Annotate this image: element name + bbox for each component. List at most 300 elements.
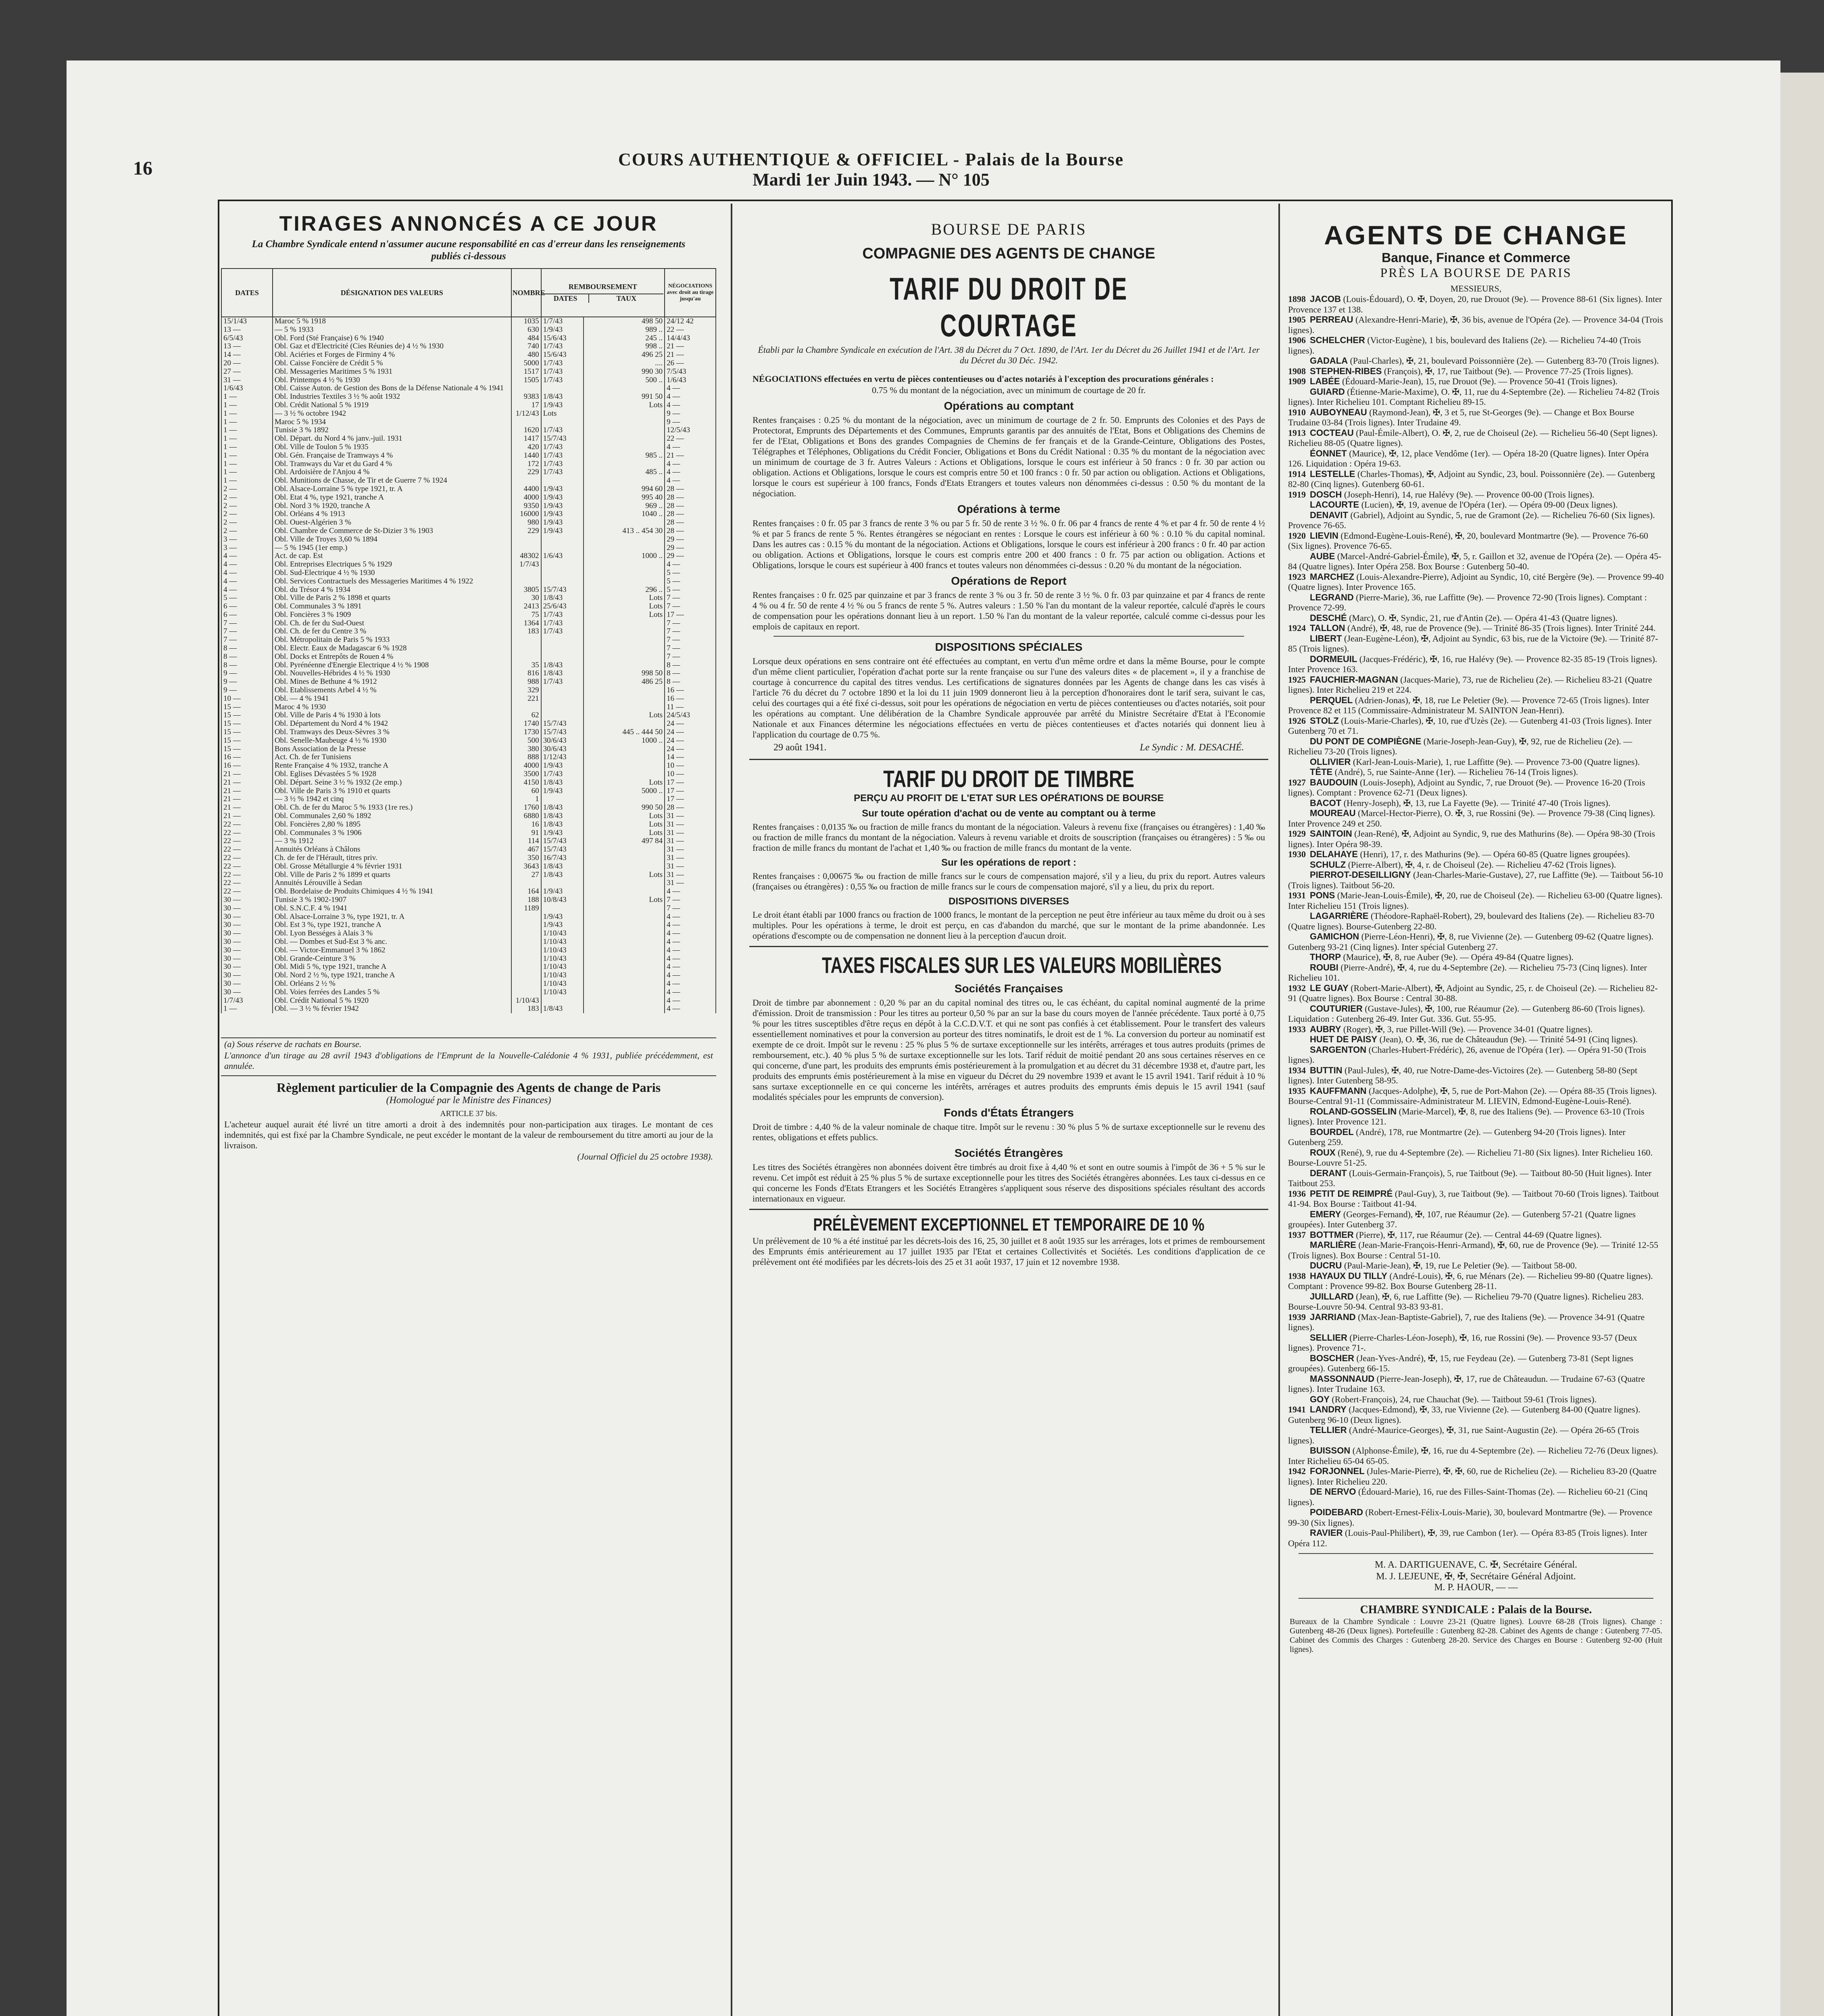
table-cell: 15/6/43 — [541, 334, 584, 343]
table-cell: Obl. Nouvelles-Hébrides 4 ½ % 1930 — [273, 669, 511, 678]
agent-entry — [1288, 489, 1664, 500]
agent-detail: (Édouard-Marie-Jean), 15, rue Drouot (9e). — Provence 50-41 (Trois lignes). — [1342, 376, 1618, 386]
table-cell: 4 — — [221, 560, 273, 569]
table-cell: — 3 ½ % 1942 et cinq — [273, 795, 511, 804]
table-cell: 4000 — [511, 494, 541, 502]
agent-name: OLLIVIER — [1310, 756, 1351, 767]
table-cell: 22 — — [665, 435, 716, 443]
agent-entry — [1288, 376, 1664, 387]
table-cell: 1/10/43 — [541, 946, 584, 955]
table-cell: 4 — — [221, 552, 273, 560]
table-cell: Obl. Eglises Dévastées 5 % 1928 — [273, 770, 511, 779]
table-cell — [541, 686, 584, 695]
table-row — [221, 653, 716, 661]
table-row — [221, 980, 716, 988]
table-cell: Obl. Orléans 2 ½ % — [273, 980, 511, 988]
table-cell: Lots — [584, 602, 665, 611]
table-cell — [511, 636, 541, 644]
table-row — [221, 871, 716, 879]
table-cell: 11 — — [665, 703, 716, 712]
table-cell — [541, 711, 584, 720]
table-row — [221, 460, 716, 469]
table-cell: 31 — — [665, 862, 716, 871]
table-cell: 1517 — [511, 368, 541, 376]
agent-detail: (Gabriel), Adjoint au Syndic, 5, rue de Gramont (2e). — Richelieu 76-60 (Six lignes). Provence 76-65. — [1288, 510, 1655, 530]
table-cell: 9 — — [221, 669, 273, 678]
agent-year: 1939 — [1288, 1312, 1306, 1322]
agent-entry — [1288, 366, 1664, 377]
table-cell: 1/7/43 — [511, 560, 541, 569]
table-cell: 7/5/43 — [665, 368, 716, 376]
table-cell — [584, 795, 665, 804]
timbre-diverses-title: DISPOSITIONS DIVERSES — [948, 896, 1069, 907]
agent-name: TELLIER — [1310, 1425, 1347, 1435]
table-cell — [584, 946, 665, 955]
col-header-dates: DATES — [221, 269, 273, 317]
agent-detail: (Marie-Marcel), ✠, 8, rue des Italiens (9e). — Provence 63-10 (Trois lignes). Inter Provence 121. — [1288, 1106, 1645, 1127]
table-cell: 4 — — [665, 971, 716, 980]
table-cell: 4 — — [665, 980, 716, 988]
table-row — [221, 946, 716, 955]
agent-name: SCHULZ — [1310, 859, 1346, 870]
table-cell: Obl. Ville de Troyes 3,60 % 1894 — [273, 535, 511, 544]
agent-detail: (Maurice), ✠, 8, rue Auber (9e). — Opéra 49-84 (Quatre lignes). — [1343, 952, 1574, 962]
table-cell — [511, 938, 541, 946]
agent-entry — [1288, 1065, 1664, 1086]
agent-entry — [1288, 1189, 1664, 1209]
table-cell — [584, 686, 665, 695]
agent-entry — [1288, 829, 1664, 849]
agent-name: LAGARRIÈRE — [1310, 911, 1369, 921]
speciales-text: Lorsque deux opérations en sens contraire ont été effectuées au comptant, en vertu d'un même ordre et dans la même Bourse, pour le compte d'un même client particulier, l'opération d'achat porte sur la rente française ou sur l'une des valeurs dites « de placement », il y a franchise de courtage à concurrence du capital des titres vendus. Les certifications de signatures données par les Agents de change dans les cas visés à l'article 76 du décret du 7 octobre 1890 et la loi du 11 juin 1909 donneront lieu à la perception d'honoraires dont le tarif sera, suivant le cas, celui des courtages qui a été fixé ci-dessus, soit pour les opérations de négociation en vertu de pièces contentieuses ou d'actes notariés, soit pour les opérations au comptant. Une délibération de la Chambre Syndicale approuvée par arrêté du Ministre Secrétaire d'Etat à l'Economie Nationale et aux Finances détermine les négociations effectuées en vertu de pièces contentieuses et d'actes notariés qui donnent lieu à l'application du courtage de 0.75 %. — [753, 656, 1265, 739]
agent-year: 1936 — [1288, 1188, 1306, 1199]
table-cell — [584, 569, 665, 577]
table-row — [221, 971, 716, 980]
table-cell — [511, 418, 541, 427]
table-cell: Lots — [584, 896, 665, 904]
table-cell: Obl. Ch. de fer du Sud-Ouest — [273, 619, 511, 628]
tirages-subtitle: La Chambre Syndicale entend n'assumer aucune responsabilité en cas d'erreur dans les renseignements publiés ci-dessous — [252, 239, 686, 262]
report-title: Opérations de Report — [951, 575, 1067, 587]
table-cell: 24 — — [665, 745, 716, 754]
agent-name: PONS — [1310, 890, 1335, 900]
table-cell — [541, 879, 584, 887]
table-row — [221, 376, 716, 385]
table-cell: Obl. Tramways du Var et du Gard 4 % — [273, 460, 511, 469]
table-row — [221, 963, 716, 971]
table-cell: 8 — — [221, 644, 273, 653]
agent-entry — [1288, 1240, 1664, 1260]
table-row — [221, 594, 716, 602]
table-row — [221, 997, 716, 1005]
table-cell: 21 — — [221, 787, 273, 796]
table-row — [221, 854, 716, 862]
timbre-report-text: Rentes françaises : 0,00675 ‰ ou fraction de mille francs sur le cours de compensation majoré, s'il y a lieu, du prix du report. Autres valeurs (françaises ou étrangères) : 0,55 ‰ ou fraction de mille francs sur le cours de compensation majoré, s'il y a lieu, du prix du report. — [753, 871, 1265, 891]
agent-entry — [1288, 428, 1664, 448]
table-cell: 16/7/43 — [541, 854, 584, 862]
table-cell: 1000 .. — [584, 737, 665, 745]
agent-year: 1898 — [1288, 294, 1306, 304]
table-cell: 17 — — [665, 787, 716, 796]
table-cell: 1 — — [221, 443, 273, 452]
courtage-negociations-rate: 0.75 % du montant de la négociation, avec un minimum de courtage de 20 fr. — [872, 385, 1146, 395]
table-cell: 4 — — [665, 1005, 716, 1013]
agent-name: POIDEBARD — [1310, 1507, 1363, 1517]
table-cell: Tunisie 3 % 1902-1907 — [273, 896, 511, 904]
agent-entry — [1288, 931, 1664, 952]
table-cell: 985 .. — [584, 452, 665, 460]
agent-detail: (Étienne-Marie-Maxime), O. ✠, 11, rue du 4-Septembre (2e). — Richelieu 74-82 (Trois lignes). Inter Richelieu 101. Comptant Richelieu 89-15. — [1288, 386, 1659, 407]
table-cell — [541, 636, 584, 644]
agent-name: THORP — [1310, 952, 1341, 962]
table-cell: 8 — — [221, 653, 273, 661]
table-cell: 1/8/43 — [541, 779, 584, 787]
table-cell — [511, 644, 541, 653]
table-cell: Obl. Gaz et d'Electricité (Cies Réunies de) 4 ½ % 1930 — [273, 342, 511, 351]
table-cell: 7 — — [665, 602, 716, 611]
table-cell — [511, 703, 541, 712]
table-cell: Lots — [541, 410, 584, 418]
table-cell: 5 — — [665, 577, 716, 586]
table-cell: 4 — — [665, 963, 716, 971]
table-cell: 1/8/43 — [541, 821, 584, 829]
agent-detail: (Jacques-Adolphe), ✠, 5, rue de Port-Mahon (2e). — Opéra 88-35 (Trois lignes). Bourse-Central 91-11 (Commissaire-Administrateur M. LIEVIN, Edmond-Eugène-Louis-René). — [1288, 1085, 1657, 1106]
table-cell — [541, 384, 584, 393]
table-cell: 15 — — [221, 703, 273, 712]
agent-entry — [1288, 1394, 1664, 1405]
timbre-diverses-text: Le droit étant établi par 1000 francs ou fraction de 1000 francs, le montant de la perception ne peut être inférieur au taux même du droit ou à ses multiples. Pour les opérations à terme, le droit est perçu, en cas d'abandon du marché, que sur le montant de la prime abandonnée. Les opérations d'escompte ou de compensation ne donnent lieu à la perception d'aucun droit. — [753, 910, 1265, 941]
table-row — [221, 535, 716, 544]
agent-name: GADALA — [1310, 356, 1348, 366]
table-cell: 740 — [511, 342, 541, 351]
table-cell: 5 — — [665, 586, 716, 594]
agent-detail: (André-Louis), ✠, 6, rue Ménars (2e). — Richelieu 99-80 (Quatre lignes). Comptant : Provence 99-82. Box Bourse Gutenberg 28-11. — [1288, 1270, 1653, 1291]
agent-detail: (Paul-Guy), 3, rue Taitbout (9e). — Taitbout 70-60 (Trois lignes). Taitbout 41-94. Box Bourse : Taitbout 41-94. — [1288, 1188, 1659, 1209]
terme-title: Opérations à terme — [957, 503, 1061, 515]
agent-detail: (Jean-Eugène-Léon), ✠, Adjoint au Syndic, 63 bis, rue de la Victoire (9e). — Trinité 87-85 (Trois lignes). — [1288, 633, 1658, 654]
table-cell — [511, 971, 541, 980]
agent-year: 1934 — [1288, 1065, 1306, 1075]
next-page-edge — [1780, 73, 1824, 2016]
table-cell — [584, 854, 665, 862]
table-cell: 4 — — [665, 921, 716, 929]
agent-year: 1935 — [1288, 1085, 1306, 1096]
agent-detail: (Louis-Marie-Charles), ✠, 10, rue d'Uzès (2e). — Gutenberg 41-03 (Trois lignes). Inter Gutenberg 70 et 71. — [1288, 715, 1652, 736]
agent-detail: (Robert-Ernest-Félix-Louis-Marie), 30, boulevard Montmartre (9e). — Provence 99-30 (Six lignes). — [1288, 1507, 1653, 1528]
agent-detail: (Pierre-Albert), ✠, 4, r. de Choiseul (2e). — Richelieu 47-62 (Trois lignes). — [1348, 859, 1616, 870]
courtage-kicker: BOURSE DE PARIS — [931, 220, 1087, 238]
table-cell — [584, 636, 665, 644]
agent-name: MASSONNAUD — [1310, 1373, 1375, 1384]
table-cell: 1440 — [511, 452, 541, 460]
agent-detail: (Édouard-Marie), 16, rue des Filles-Saint-Thomas (2e). — Richelieu 60-21 (Cinq lignes). — [1288, 1487, 1648, 1507]
timbre-comptant-title: Sur toute opération d'achat ou de vente au comptant ou à terme — [862, 808, 1156, 819]
table-cell: 31 — — [665, 812, 716, 821]
table-cell: 1/9/43 — [541, 519, 584, 527]
table-cell: 1/8/43 — [541, 594, 584, 602]
agent-entry — [1288, 1312, 1664, 1333]
table-cell: 24 — — [665, 737, 716, 745]
timbre-comptant-text: Rentes françaises : 0,0135 ‰ ou fraction de mille francs du montant de la négociation. Valeurs à revenu fixe (françaises ou étrangères) : 1,40 ‰ ou fraction de mille francs du montant de la négociation. Valeurs à revenu variable et droits de souscription (françaises ou étrangères) : 5 ‰ ou fraction de mille francs du montant de l'achat et 1,40 ‰ ou fraction de mille francs du montant de la vente. — [753, 822, 1265, 853]
table-cell: 380 — [511, 745, 541, 754]
speciales-title: DISPOSITIONS SPÉCIALES — [935, 641, 1083, 653]
table-cell: 1 — — [221, 452, 273, 460]
table-cell: 15 — — [221, 711, 273, 720]
table-cell: 31 — — [665, 829, 716, 837]
table-cell: 27 — — [221, 368, 273, 376]
table-cell: 16000 — [511, 510, 541, 519]
agent-detail: (Paul-Émile-Albert), O. ✠, 2, rue de Choiseul (2e). — Richelieu 56-40 (Sept lignes). Richelieu 88-05 (Quatre lignes). — [1288, 427, 1658, 448]
table-cell: 3643 — [511, 862, 541, 871]
officer-line: M. P. HAOUR, — — — [1434, 1582, 1518, 1593]
table-row — [221, 686, 716, 695]
table-cell: 6880 — [511, 812, 541, 821]
table-cell: 1/10/43 — [511, 997, 541, 1005]
agent-year: 1927 — [1288, 777, 1306, 787]
table-cell: 30 — — [221, 929, 273, 938]
agents-title: AGENTS DE CHANGE — [1324, 220, 1628, 250]
agent-year: 1905 — [1288, 314, 1306, 325]
report-text: Rentes françaises : 0 fr. 025 par quinzaine et par 3 francs de rente 3 % ou 3 fr. 50 de rente 3 ½ %. 0 fr. 03 par quinzaine et par 4 francs de rente 4 % ou 4 fr. 50 de rente 4 ½ % ou 5 francs de rente 5 %. Autres valeurs : 1.50 % l'an du montant de la valeur reportée, calculé d'après le cours de compensation pour les opérations donnant lieu à un report. 1.50 % l'an du montant de la valeur reportée, calculé comme ci-dessus pour les emplois de capitaux en report. — [753, 590, 1265, 631]
table-cell — [584, 988, 665, 997]
table-cell — [541, 577, 584, 586]
table-cell: 1/9/43 — [541, 887, 584, 896]
table-cell: Obl. Entreprises Electriques 5 % 1929 — [273, 560, 511, 569]
table-cell: 7 — — [665, 653, 716, 661]
table-cell: 17 — [511, 401, 541, 410]
table-cell — [541, 795, 584, 804]
table-cell: Obl. Foncières 3 % 1909 — [273, 611, 511, 619]
table-cell: Obl. Ch. de fer du Maroc 5 % 1933 (1re res.) — [273, 804, 511, 812]
agent-entry — [1288, 1230, 1664, 1240]
table-cell: 17 — — [665, 611, 716, 619]
table-cell: Obl. Aciéries et Forges de Firminy 4 % — [273, 351, 511, 359]
table-cell: 5000 — [511, 359, 541, 368]
table-cell: 1 — [511, 795, 541, 804]
agent-detail: (Marie-Joseph-Jean-Guy), ✠, 92, rue de Richelieu (2e). — Richelieu 73-20 (Trois lignes). — [1288, 736, 1632, 756]
table-cell: 22 — — [221, 879, 273, 887]
agent-entry — [1288, 777, 1664, 798]
table-cell — [584, 443, 665, 452]
table-cell: 7 — — [665, 904, 716, 913]
table-cell — [584, 661, 665, 670]
table-cell: 4 — — [665, 929, 716, 938]
table-cell: 28 — — [665, 494, 716, 502]
table-cell: 30 — — [221, 921, 273, 929]
header-title: COURS AUTHENTIQUE & OFFICIEL - Palais de la Bourse — [618, 150, 1124, 169]
agent-detail: (Jacques-Frédéric), ✠, 16, rue Halévy (9e). — Provence 82-35 85-19 (Trois lignes). Inter Provence 163. — [1288, 654, 1657, 674]
table-cell: 1/9/43 — [541, 787, 584, 796]
agent-year: 1906 — [1288, 335, 1306, 345]
table-cell: 10 — — [665, 762, 716, 770]
agent-name: DENAVIT — [1310, 510, 1348, 520]
table-cell: 6 — — [221, 611, 273, 619]
table-cell — [584, 997, 665, 1005]
table-cell: 164 — [511, 887, 541, 896]
table-cell: 21 — — [221, 770, 273, 779]
agent-entry — [1288, 314, 1664, 335]
table-row — [221, 887, 716, 896]
table-cell: 1 — — [221, 426, 273, 435]
agent-year: 1920 — [1288, 530, 1306, 541]
table-cell — [541, 653, 584, 661]
table-cell: 7 — — [665, 619, 716, 628]
table-cell: 21 — — [221, 804, 273, 812]
table-cell: 75 — [511, 611, 541, 619]
table-cell: 1/7/43 — [541, 368, 584, 376]
table-cell: Obl. Ch. de fer du Centre 3 % — [273, 627, 511, 636]
table-row — [221, 443, 716, 452]
table-cell: Obl. Sud-Electrique 4 ½ % 1930 — [273, 569, 511, 577]
agent-entry — [1288, 1404, 1664, 1425]
officer-line: M. A. DARTIGUENAVE, C. ✠, Secrétaire Général. — [1374, 1560, 1578, 1570]
table-cell: 15/7/43 — [541, 720, 584, 728]
table-row — [221, 384, 716, 393]
table-cell: 1/12/43 — [541, 753, 584, 762]
table-cell: 1730 — [511, 728, 541, 737]
agent-detail: (Georges-Fernand), ✠, 107, rue Réaumur (2e). — Gutenberg 57-21 (Quatre lignes groupées). Inter Gutenberg 37. — [1288, 1209, 1636, 1229]
reglement-article: ARTICLE 37 bis. — [440, 1109, 497, 1118]
agents-list — [1286, 294, 1666, 1548]
table-cell: 15 — — [221, 745, 273, 754]
agent-name: TALLON — [1310, 623, 1345, 633]
table-cell: Maroc 5 % 1934 — [273, 418, 511, 427]
agent-detail: (François), ✠, 17, rue Taitbout (9e). — Provence 77-25 (Trois lignes). — [1384, 366, 1633, 376]
table-cell: 22 — — [665, 326, 716, 334]
taxes-fr-title: Sociétés Françaises — [954, 982, 1063, 995]
agent-detail: (Jacques-Marie), 73, rue de Richelieu (2e). — Richelieu 83-21 (Quatre lignes). Inter Richelieu 219 et 224. — [1288, 674, 1652, 695]
table-cell — [584, 477, 665, 485]
table-cell: 8 — — [665, 678, 716, 686]
table-cell: 31 — — [665, 837, 716, 846]
table-cell: Obl. Métropolitain de Paris 5 % 1933 — [273, 636, 511, 644]
table-cell — [584, 879, 665, 887]
table-cell — [584, 519, 665, 527]
agent-entry — [1288, 592, 1664, 613]
agent-name: DESCHÉ — [1310, 612, 1347, 623]
table-cell: 229 — [511, 468, 541, 477]
table-cell: Obl. Crédit National 5 % 1919 — [273, 401, 511, 410]
table-cell: 1/7/43 — [541, 452, 584, 460]
table-cell: 28 — — [665, 527, 716, 535]
agent-name: AUBOYNEAU — [1310, 407, 1367, 417]
table-cell: 24 — — [665, 720, 716, 728]
table-cell: 15/7/43 — [541, 846, 584, 854]
table-cell: 1/7/43 — [541, 678, 584, 686]
table-cell: 1417 — [511, 435, 541, 443]
table-cell: 1040 .. — [584, 510, 665, 519]
table-row — [221, 711, 716, 720]
table-cell: 15/1/43 — [221, 317, 273, 326]
table-cell: 21 — — [221, 779, 273, 787]
agent-detail: (Pierre-Charles-Léon-Joseph), ✠, 16, rue Rossini (9e). — Provence 93-57 (Deux lignes). Provence 71-. — [1288, 1332, 1637, 1353]
table-cell: 29 — — [665, 552, 716, 560]
agent-detail: (Jean-Yves-André), ✠, 15, rue Feydeau (2e). — Gutenberg 73-81 (Sept lignes groupées). Gutenberg 66-15. — [1288, 1353, 1634, 1373]
table-cell — [584, 1005, 665, 1013]
table-cell: 21 — — [665, 351, 716, 359]
table-cell: 9 — — [665, 418, 716, 427]
table-cell: 9383 — [511, 393, 541, 401]
agent-name: SELLIER — [1310, 1332, 1347, 1343]
table-cell: 114 — [511, 837, 541, 846]
table-cell: 28 — — [665, 519, 716, 527]
table-cell: 22 — — [221, 862, 273, 871]
table-cell: 1/8/43 — [541, 812, 584, 821]
table-cell: Obl. du Trésor 4 % 1934 — [273, 586, 511, 594]
table-cell: Maroc 4 % 1930 — [273, 703, 511, 712]
agent-year: 1932 — [1288, 983, 1306, 993]
table-cell: 1000 .. — [584, 552, 665, 560]
tirages-column — [221, 204, 716, 2016]
agent-entry — [1288, 613, 1664, 623]
agent-detail: (Edmond-Eugène-Louis-René), ✠, 20, boulevard Montmartre (9e). — Provence 76-60 (Six lignes). Provence 76-65. — [1288, 530, 1648, 551]
table-row — [221, 812, 716, 821]
reglement-text: L'acheteur auquel aurait été livré un titre amorti a droit à des indemnités pour non-participation aux tirages. Le montant de ces indemnités, qui est fixé par la Chambre Syndicale, ne peut excéder le montant de la valeur de remboursement du titre amorti au jour de la livraison. — [224, 1119, 713, 1151]
agent-entry — [1288, 387, 1664, 407]
agent-year: 1933 — [1288, 1024, 1306, 1034]
table-cell — [511, 544, 541, 552]
table-cell: 9 — — [221, 678, 273, 686]
agent-detail: (Pierre-Marie), 36, rue Laffitte (9e). — Provence 72-90 (Trois lignes). Comptant : Provence 72-99. — [1288, 592, 1647, 612]
agent-year: 1913 — [1288, 427, 1306, 438]
table-row — [221, 846, 716, 854]
table-cell: 15 — — [221, 728, 273, 737]
table-row — [221, 795, 716, 804]
agent-name: DUCRU — [1310, 1260, 1342, 1270]
table-cell: Obl. Ford (Sté Française) 6 % 1940 — [273, 334, 511, 343]
table-cell — [541, 997, 584, 1005]
table-cell: 188 — [511, 896, 541, 904]
table-cell: 1/8/43 — [541, 661, 584, 670]
table-cell: Act. de cap. Est — [273, 552, 511, 560]
agent-entry — [1288, 1148, 1664, 1168]
tirages-note-a: (a) Sous réserve de rachats en Bourse. — [224, 1039, 362, 1050]
table-row — [221, 519, 716, 527]
table-row — [221, 753, 716, 762]
table-cell: 485 .. — [584, 468, 665, 477]
table-row — [221, 410, 716, 418]
table-cell — [541, 904, 584, 913]
agent-year: 1910 — [1288, 407, 1306, 417]
table-cell: 991 50 — [584, 393, 665, 401]
table-cell: Obl. Services Contractuels des Messageries Maritimes 4 % 1922 — [273, 577, 511, 586]
table-cell: 14 — — [221, 351, 273, 359]
table-cell — [541, 535, 584, 544]
agent-entry — [1288, 695, 1664, 716]
agent-name: LIBERT — [1310, 633, 1342, 644]
table-cell: 30/6/43 — [541, 737, 584, 745]
table-cell: 445 .. 444 50 — [584, 728, 665, 737]
table-row — [221, 728, 716, 737]
table-cell — [584, 720, 665, 728]
agent-detail: (André), 178, rue Montmartre (2e). — Gutenberg 94-20 (Trois lignes). Inter Gutenberg 259. — [1288, 1127, 1626, 1147]
agent-name: RAVIER — [1310, 1528, 1343, 1538]
table-cell — [584, 904, 665, 913]
table-row — [221, 879, 716, 887]
agent-detail: (Gustave-Jules), ✠, 100, rue Réaumur (2e). — Gutenberg 86-60 (Trois lignes). Liquidation : Gutenberg 26-49. Inter Gut. 336. Gut. 55-95. — [1288, 1003, 1645, 1024]
column-divider — [731, 204, 732, 2016]
table-cell: Obl. Caisse Auton. de Gestion des Bons de la Défense Nationale 4 % 1941 — [273, 384, 511, 393]
table-cell — [584, 627, 665, 636]
table-cell: 15/7/43 — [541, 586, 584, 594]
agent-year: 1925 — [1288, 674, 1306, 685]
table-cell: 1 — — [221, 468, 273, 477]
agent-year: 1908 — [1288, 366, 1306, 376]
table-row — [221, 837, 716, 846]
table-cell: Obl. Orléans 4 % 1913 — [273, 510, 511, 519]
table-cell: 1740 — [511, 720, 541, 728]
page-header — [133, 149, 1609, 194]
